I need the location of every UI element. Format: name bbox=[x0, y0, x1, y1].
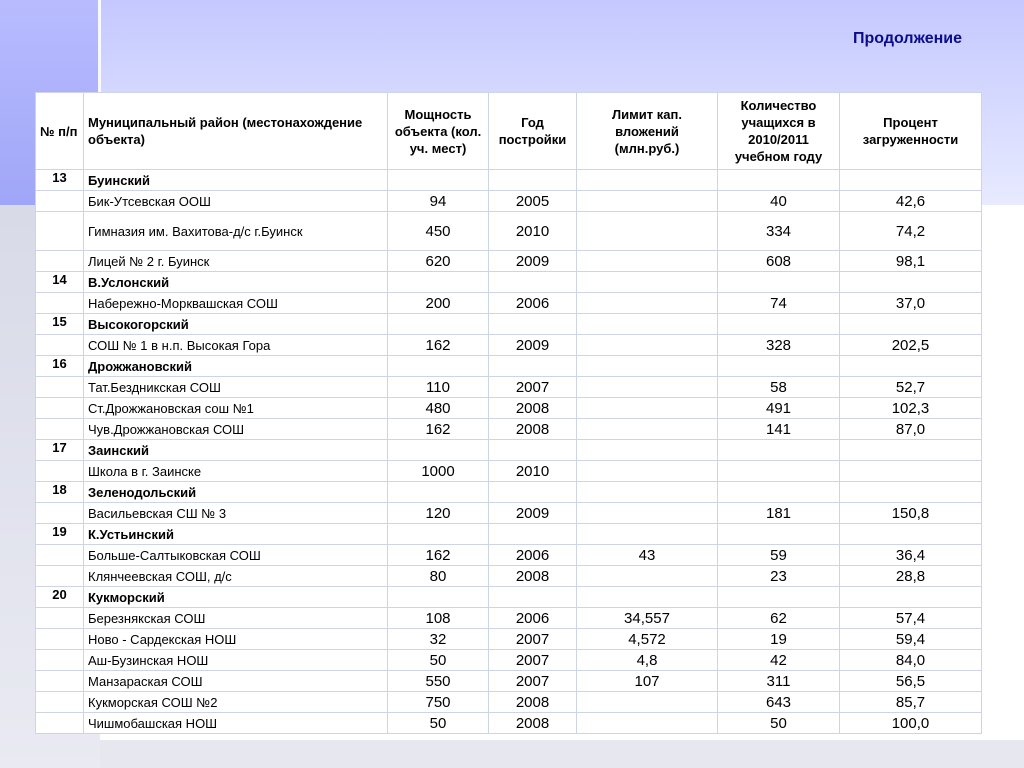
limit-cell bbox=[577, 461, 718, 482]
empty-cell bbox=[36, 461, 84, 482]
row-number: 19 bbox=[36, 524, 84, 545]
year-cell: 2007 bbox=[489, 650, 577, 671]
school-row bbox=[36, 293, 982, 314]
empty-cell bbox=[489, 170, 577, 191]
school-row bbox=[36, 671, 982, 692]
row-number: 16 bbox=[36, 356, 84, 377]
capacity-cell: 120 bbox=[388, 503, 489, 524]
header-limit: Лимит кап. вложений (млн.руб.) bbox=[577, 93, 718, 170]
limit-cell bbox=[577, 212, 718, 251]
empty-cell bbox=[36, 566, 84, 587]
district-name: Зеленодольский bbox=[84, 482, 388, 503]
school-name: Больше-Салтыковская СОШ bbox=[84, 545, 388, 566]
district-name: Дрожжановский bbox=[84, 356, 388, 377]
year-cell: 2008 bbox=[489, 566, 577, 587]
school-name: Чув.Дрожжановская СОШ bbox=[84, 419, 388, 440]
capacity-cell: 110 bbox=[388, 377, 489, 398]
empty-cell bbox=[840, 440, 982, 461]
limit-cell: 34,557 bbox=[577, 608, 718, 629]
table-body bbox=[36, 170, 982, 734]
year-cell: 2010 bbox=[489, 461, 577, 482]
students-cell: 334 bbox=[718, 212, 840, 251]
capacity-cell: 108 bbox=[388, 608, 489, 629]
load-cell: 98,1 bbox=[840, 251, 982, 272]
limit-cell: 4,8 bbox=[577, 650, 718, 671]
empty-cell bbox=[388, 587, 489, 608]
limit-cell bbox=[577, 566, 718, 587]
empty-cell bbox=[388, 524, 489, 545]
empty-cell bbox=[489, 314, 577, 335]
empty-cell bbox=[840, 356, 982, 377]
limit-cell bbox=[577, 692, 718, 713]
capacity-cell: 200 bbox=[388, 293, 489, 314]
school-row bbox=[36, 212, 982, 251]
load-cell: 56,5 bbox=[840, 671, 982, 692]
row-number: 18 bbox=[36, 482, 84, 503]
load-cell: 57,4 bbox=[840, 608, 982, 629]
school-row bbox=[36, 545, 982, 566]
limit-cell bbox=[577, 251, 718, 272]
capacity-cell: 32 bbox=[388, 629, 489, 650]
header-year: Год постройки bbox=[489, 93, 577, 170]
district-name: В.Услонский bbox=[84, 272, 388, 293]
district-row bbox=[36, 587, 982, 608]
load-cell: 37,0 bbox=[840, 293, 982, 314]
school-name: Ново - Сардекская НОШ bbox=[84, 629, 388, 650]
empty-cell bbox=[577, 440, 718, 461]
load-cell: 36,4 bbox=[840, 545, 982, 566]
empty-cell bbox=[36, 293, 84, 314]
table-header-row bbox=[36, 93, 982, 170]
empty-cell bbox=[718, 356, 840, 377]
load-cell: 59,4 bbox=[840, 629, 982, 650]
load-cell: 42,6 bbox=[840, 191, 982, 212]
school-name: Лицей № 2 г. Буинск bbox=[84, 251, 388, 272]
empty-cell bbox=[718, 524, 840, 545]
district-name: Буинский bbox=[84, 170, 388, 191]
limit-cell bbox=[577, 713, 718, 734]
empty-cell bbox=[577, 170, 718, 191]
district-name: К.Устьинский bbox=[84, 524, 388, 545]
load-cell: 202,5 bbox=[840, 335, 982, 356]
header-students: Количество учащихся в 2010/2011 учебном году bbox=[718, 93, 840, 170]
bottom-strip bbox=[100, 740, 1024, 768]
students-cell: 58 bbox=[718, 377, 840, 398]
empty-cell bbox=[577, 272, 718, 293]
students-cell: 608 bbox=[718, 251, 840, 272]
school-name: Аш-Бузинская НОШ bbox=[84, 650, 388, 671]
empty-cell bbox=[36, 692, 84, 713]
row-number: 15 bbox=[36, 314, 84, 335]
school-name: Клянчеевская СОШ, д/с bbox=[84, 566, 388, 587]
row-number: 14 bbox=[36, 272, 84, 293]
capacity-cell: 94 bbox=[388, 191, 489, 212]
school-name: Березнякская СОШ bbox=[84, 608, 388, 629]
district-row bbox=[36, 314, 982, 335]
year-cell: 2009 bbox=[489, 251, 577, 272]
limit-cell bbox=[577, 377, 718, 398]
header-num: № п/п bbox=[36, 93, 84, 170]
district-row bbox=[36, 482, 982, 503]
empty-cell bbox=[36, 650, 84, 671]
empty-cell bbox=[36, 419, 84, 440]
empty-cell bbox=[388, 272, 489, 293]
empty-cell bbox=[577, 314, 718, 335]
limit-cell: 107 bbox=[577, 671, 718, 692]
capacity-cell: 620 bbox=[388, 251, 489, 272]
school-row bbox=[36, 335, 982, 356]
empty-cell bbox=[36, 503, 84, 524]
limit-cell: 43 bbox=[577, 545, 718, 566]
school-row bbox=[36, 191, 982, 212]
students-cell: 643 bbox=[718, 692, 840, 713]
load-cell bbox=[840, 461, 982, 482]
load-cell: 100,0 bbox=[840, 713, 982, 734]
year-cell: 2007 bbox=[489, 629, 577, 650]
students-cell: 74 bbox=[718, 293, 840, 314]
students-cell: 59 bbox=[718, 545, 840, 566]
empty-cell bbox=[36, 191, 84, 212]
load-cell: 102,3 bbox=[840, 398, 982, 419]
empty-cell bbox=[36, 671, 84, 692]
limit-cell: 4,572 bbox=[577, 629, 718, 650]
district-row bbox=[36, 440, 982, 461]
limit-cell bbox=[577, 293, 718, 314]
school-row bbox=[36, 419, 982, 440]
school-name: Гимназия им. Вахитова-д/с г.Буинск bbox=[84, 212, 388, 251]
school-name: Манзараская СОШ bbox=[84, 671, 388, 692]
empty-cell bbox=[718, 482, 840, 503]
empty-cell bbox=[388, 482, 489, 503]
load-cell: 84,0 bbox=[840, 650, 982, 671]
school-row bbox=[36, 503, 982, 524]
capacity-cell: 162 bbox=[388, 335, 489, 356]
load-cell: 150,8 bbox=[840, 503, 982, 524]
school-name: Тат.Бездникская СОШ bbox=[84, 377, 388, 398]
students-cell: 23 bbox=[718, 566, 840, 587]
empty-cell bbox=[489, 272, 577, 293]
empty-cell bbox=[577, 524, 718, 545]
year-cell: 2008 bbox=[489, 398, 577, 419]
empty-cell bbox=[718, 440, 840, 461]
year-cell: 2006 bbox=[489, 608, 577, 629]
school-row bbox=[36, 566, 982, 587]
empty-cell bbox=[718, 314, 840, 335]
empty-cell bbox=[840, 587, 982, 608]
capacity-cell: 550 bbox=[388, 671, 489, 692]
year-cell: 2007 bbox=[489, 377, 577, 398]
district-name: Заинский bbox=[84, 440, 388, 461]
empty-cell bbox=[840, 170, 982, 191]
school-name: Бик-Утсевская ООШ bbox=[84, 191, 388, 212]
year-cell: 2006 bbox=[489, 545, 577, 566]
empty-cell bbox=[388, 440, 489, 461]
empty-cell bbox=[36, 212, 84, 251]
empty-cell bbox=[840, 524, 982, 545]
empty-cell bbox=[388, 356, 489, 377]
students-cell: 181 bbox=[718, 503, 840, 524]
school-name: Кукморская СОШ №2 bbox=[84, 692, 388, 713]
schools-table bbox=[35, 92, 982, 734]
school-row bbox=[36, 629, 982, 650]
district-row bbox=[36, 170, 982, 191]
empty-cell bbox=[489, 356, 577, 377]
empty-cell bbox=[718, 170, 840, 191]
school-name: Школа в г. Заинске bbox=[84, 461, 388, 482]
students-cell bbox=[718, 461, 840, 482]
year-cell: 2009 bbox=[489, 335, 577, 356]
empty-cell bbox=[36, 545, 84, 566]
capacity-cell: 1000 bbox=[388, 461, 489, 482]
limit-cell bbox=[577, 398, 718, 419]
year-cell: 2009 bbox=[489, 503, 577, 524]
limit-cell bbox=[577, 503, 718, 524]
school-row bbox=[36, 461, 982, 482]
district-row bbox=[36, 524, 982, 545]
load-cell: 28,8 bbox=[840, 566, 982, 587]
school-row bbox=[36, 398, 982, 419]
students-cell: 491 bbox=[718, 398, 840, 419]
empty-cell bbox=[489, 587, 577, 608]
load-cell: 87,0 bbox=[840, 419, 982, 440]
year-cell: 2008 bbox=[489, 692, 577, 713]
students-cell: 328 bbox=[718, 335, 840, 356]
empty-cell bbox=[840, 482, 982, 503]
empty-cell bbox=[718, 587, 840, 608]
empty-cell bbox=[489, 440, 577, 461]
year-cell: 2006 bbox=[489, 293, 577, 314]
empty-cell bbox=[840, 272, 982, 293]
capacity-cell: 50 bbox=[388, 650, 489, 671]
district-name: Кукморский bbox=[84, 587, 388, 608]
empty-cell bbox=[36, 629, 84, 650]
row-number: 13 bbox=[36, 170, 84, 191]
school-row bbox=[36, 251, 982, 272]
empty-cell bbox=[388, 314, 489, 335]
district-row bbox=[36, 272, 982, 293]
empty-cell bbox=[36, 608, 84, 629]
students-cell: 311 bbox=[718, 671, 840, 692]
school-row bbox=[36, 377, 982, 398]
empty-cell bbox=[577, 587, 718, 608]
capacity-cell: 162 bbox=[388, 545, 489, 566]
capacity-cell: 162 bbox=[388, 419, 489, 440]
school-name: СОШ № 1 в н.п. Высокая Гора bbox=[84, 335, 388, 356]
load-cell: 85,7 bbox=[840, 692, 982, 713]
school-row bbox=[36, 713, 982, 734]
row-number: 17 bbox=[36, 440, 84, 461]
year-cell: 2005 bbox=[489, 191, 577, 212]
row-number: 20 bbox=[36, 587, 84, 608]
school-name: Васильевская СШ № 3 bbox=[84, 503, 388, 524]
students-cell: 62 bbox=[718, 608, 840, 629]
capacity-cell: 80 bbox=[388, 566, 489, 587]
load-cell: 74,2 bbox=[840, 212, 982, 251]
empty-cell bbox=[840, 314, 982, 335]
empty-cell bbox=[36, 335, 84, 356]
school-row bbox=[36, 692, 982, 713]
empty-cell bbox=[388, 170, 489, 191]
school-name: Ст.Дрожжановская сош №1 bbox=[84, 398, 388, 419]
empty-cell bbox=[36, 377, 84, 398]
header-district: Муниципальный район (местонахождение объекта) bbox=[84, 93, 388, 170]
students-cell: 42 bbox=[718, 650, 840, 671]
school-row bbox=[36, 650, 982, 671]
year-cell: 2010 bbox=[489, 212, 577, 251]
students-cell: 40 bbox=[718, 191, 840, 212]
empty-cell bbox=[489, 524, 577, 545]
capacity-cell: 450 bbox=[388, 212, 489, 251]
limit-cell bbox=[577, 191, 718, 212]
limit-cell bbox=[577, 419, 718, 440]
limit-cell bbox=[577, 335, 718, 356]
empty-cell bbox=[577, 482, 718, 503]
empty-cell bbox=[36, 398, 84, 419]
capacity-cell: 50 bbox=[388, 713, 489, 734]
school-name: Набережно-Морквашская СОШ bbox=[84, 293, 388, 314]
header-capacity: Мощность объекта (кол. уч. мест) bbox=[388, 93, 489, 170]
students-cell: 19 bbox=[718, 629, 840, 650]
year-cell: 2007 bbox=[489, 671, 577, 692]
students-cell: 50 bbox=[718, 713, 840, 734]
empty-cell bbox=[36, 713, 84, 734]
school-row bbox=[36, 608, 982, 629]
header-load: Процент загруженности bbox=[840, 93, 982, 170]
district-row bbox=[36, 356, 982, 377]
capacity-cell: 480 bbox=[388, 398, 489, 419]
students-cell: 141 bbox=[718, 419, 840, 440]
capacity-cell: 750 bbox=[388, 692, 489, 713]
school-name: Чишмобашская НОШ bbox=[84, 713, 388, 734]
empty-cell bbox=[577, 356, 718, 377]
load-cell: 52,7 bbox=[840, 377, 982, 398]
page-title: Продолжение bbox=[853, 30, 962, 47]
empty-cell bbox=[36, 251, 84, 272]
empty-cell bbox=[718, 272, 840, 293]
empty-cell bbox=[489, 482, 577, 503]
year-cell: 2008 bbox=[489, 713, 577, 734]
district-name: Высокогорский bbox=[84, 314, 388, 335]
year-cell: 2008 bbox=[489, 419, 577, 440]
